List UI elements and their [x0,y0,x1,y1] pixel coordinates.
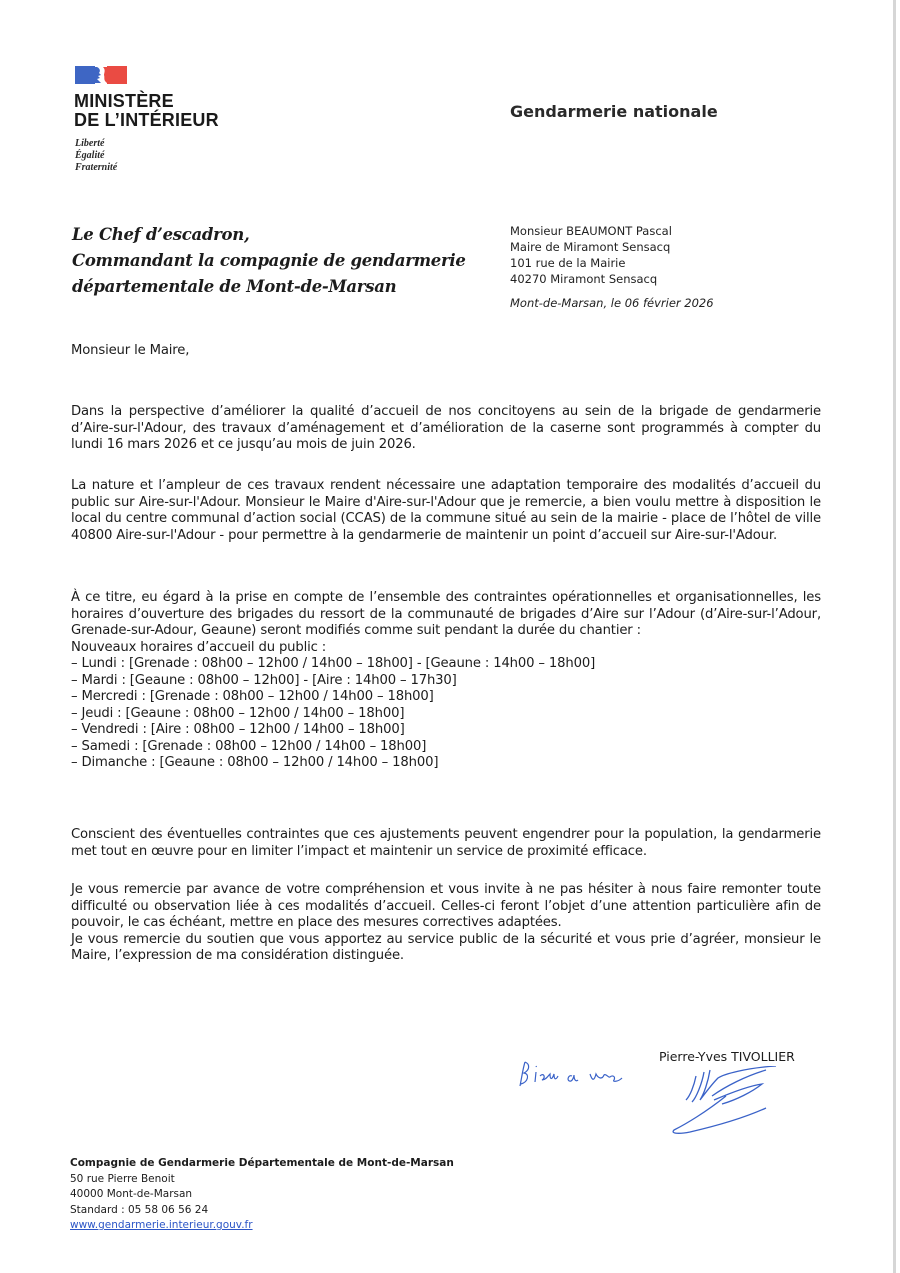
republic-logo [75,66,127,84]
schedule-item-samedi: – Samedi : [Grenade : 08h00 – 12h00 / 14h00 – 18h00] [71,738,427,754]
schedule-title: Nouveaux horaires d’accueil du public : [71,639,327,655]
schedule-item-jeudi: – Jeudi : [Geaune : 08h00 – 12h00 / 14h00 – 18h00] [71,705,405,721]
footer-street: 50 rue Pierre Benoit [70,1172,175,1185]
recipient-line: Monsieur BEAUMONT Pascal [510,224,672,238]
schedule-item-lundi: – Lundi : [Grenade : 08h00 – 12h00 / 14h00 – 18h00] - [Geaune : 14h00 – 18h00] [71,656,596,671]
french-flag-icon [75,66,127,84]
schedule-item-dimanche: – Dimanche : [Geaune : 08h00 – 12h00 / 14h00 – 18h00] [71,755,439,770]
schedule-item-mercredi: – Mercredi : [Grenade : 08h00 – 12h00 / 14h00 – 18h00] [71,689,434,704]
scan-page-edge [893,0,896,1273]
paragraph-ccas: La nature et l’ampleur de ces travaux rendent nécessaire une adaptation temporaire des modalités d’accueil du public sur Aire-sur-l'Adour. Monsieur le Maire d'Aire-sur-l'Adour que je remercie, a bien voulu mettre à disposition le local du centre communal d’action social (CCAS) de la commune situé au sein de la mairie - place de l’hôtel de ville 40800 Aire-sur-l'Adour - pour permettre à la gendarmerie de maintenir un point d’accueil sur Aire-sur-l'Adour. [71,478,821,543]
footer-website-link[interactable]: www.gendarmerie.interieur.gouv.fr [70,1219,253,1231]
paragraph-constraints: Conscient des éventuelles contraintes que ces ajustements peuvent engendrer pour la population, la gendarmerie met tout en œuvre pour en limiter l’impact et maintenir un service de proximité efficace. [71,827,821,859]
footer-contact [70,1156,454,1234]
sender-line: Le Chef d’escadron, [72,225,250,244]
republic-motto: Liberté Égalité Fraternité [75,138,118,173]
place-date: Mont-de-Marsan, le 06 février 2026 [510,296,714,310]
schedule-item-mardi: – Mardi : [Geaune : 08h00 – 12h00] - [Aire : 14h00 – 17h30] [71,672,457,688]
footer-organization: Compagnie de Gendarmerie Départementale de Mont-de-Marsan [70,1157,454,1169]
sender-line: départementale de Mont-de-Marsan [72,277,397,296]
service-name: Gendarmerie nationale [510,102,718,121]
paragraph-closing [71,882,821,965]
closing-formula: Je vous remercie du soutien que vous apportez au service public de la sécurité et vous prie d’agréer, monsieur le Maire, l’expression de ma considération distinguée. [71,931,821,963]
footer-city: 40000 Mont-de-Marsan [70,1188,193,1200]
recipient-line: Maire de Miramont Sensacq [510,240,671,254]
handwritten-note [516,1058,628,1090]
paragraph-schedule [71,590,821,772]
closing-thanks: Je vous remercie par avance de votre compréhension et vous invite à ne pas hésiter à nous faire remonter toute difficulté ou observation liée à ces modalités d’accueil. Celles-ci feront l’objet d’une attention particulière afin de pouvoir, le cas échéant, mettre en place des mesures correctives adaptées. [71,882,821,930]
marianne-profile-icon [95,67,107,83]
paragraph-intro: Dans la perspective d’améliorer la qualité d’accueil de nos concitoyens au sein de la brigade de gendarmerie d’Aire-sur-l'Adour, des travaux d’aménagement et d’amélioration de la caserne sont programmés à compter du lundi 16 mars 2026 et ce jusqu’au mois de juin 2026. [71,404,821,452]
recipient-line: 40270 Miramont Sensacq [510,272,658,286]
sender-line: Commandant la compagnie de gendarmerie [72,251,466,270]
sender-block [72,222,466,300]
signer-name: Pierre-Yves TIVOLLIER [659,1049,795,1064]
schedule-list [71,656,821,772]
ministry-name: MINISTÈRE DE L’INTÉRIEUR [74,91,219,130]
salutation: Monsieur le Maire, [71,343,190,358]
schedule-item-vendredi: – Vendredi : [Aire : 08h00 – 12h00 / 14h00 – 18h00] [71,722,405,737]
signature-scribble [666,1066,776,1136]
footer-phone: Standard : 05 58 06 56 24 [70,1203,209,1216]
recipient-address [510,223,672,287]
recipient-line: 101 rue de la Mairie [510,256,626,270]
schedule-intro: À ce titre, eu égard à la prise en compte de l’ensemble des contraintes opérationnelles et organisationnelles, les horaires d’ouverture des brigades du ressort de la communauté de brigades d’Aire sur l’Adour (d’Aire-sur-l’Adour, Grenade-sur-Adour, Geaune) seront modifiés comme suit pendant la durée du chantier : [71,590,821,638]
